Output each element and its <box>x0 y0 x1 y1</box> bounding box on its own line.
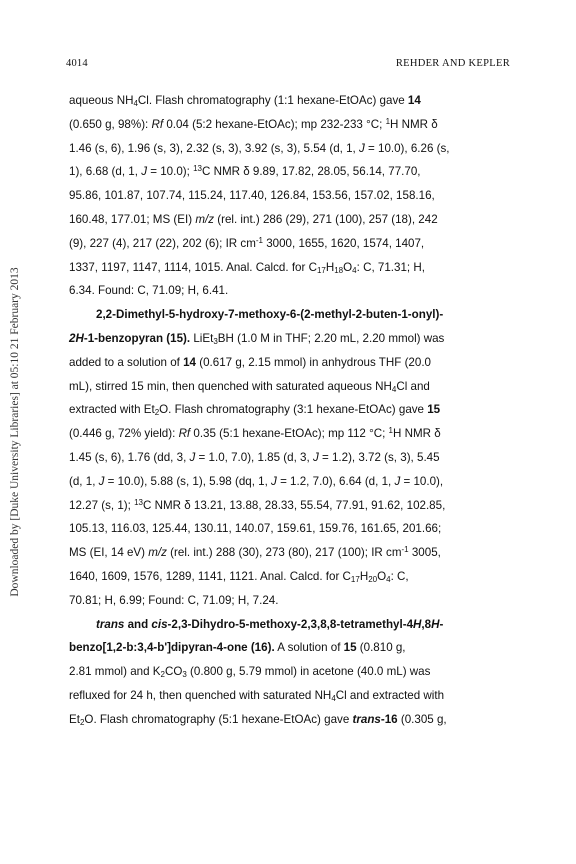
text-run: H NMR δ <box>393 427 441 441</box>
text-line <box>69 684 519 708</box>
italic-term: Rf <box>178 427 191 441</box>
text-run: LiEt <box>190 331 214 345</box>
text-run: Cl and extracted with <box>335 688 445 702</box>
italic-term: J <box>394 474 401 488</box>
text-run: 1.45 (s, 6), 1.76 (dd, 3, <box>69 450 190 464</box>
compound-heading <box>69 613 519 637</box>
subscript: 18 <box>334 265 344 275</box>
text-run: (0.800 g, 5.79 mmol) in acetone (40.0 mL) was <box>186 665 431 679</box>
running-header-authors: REHDER AND KEPLER <box>395 58 510 69</box>
text-run: (rel. int.) 286 (29), 271 (100), 257 (18), 242 <box>214 212 438 226</box>
text-run: A solution of <box>274 641 344 655</box>
text-line <box>69 375 519 399</box>
text-run: H <box>359 569 369 583</box>
download-watermark <box>0 0 30 864</box>
text-run: (0.446 g, 72% yield): <box>69 427 179 441</box>
text-run: 1640, 1609, 1576, 1289, 1141, 1121. Anal. Calcd. for C <box>69 569 351 583</box>
text-run: Et <box>69 712 80 726</box>
text-run: = 10.0), 6.26 (s, <box>364 141 450 155</box>
text-line <box>69 327 519 351</box>
text-line <box>69 89 519 113</box>
subscript: 3 <box>182 670 187 680</box>
text-run: (0.305 g, <box>397 712 447 726</box>
italic-term: Rf <box>151 117 164 131</box>
subscript: 4 <box>391 384 397 394</box>
text-line <box>69 232 519 256</box>
subscript: 20 <box>368 574 378 584</box>
text-run: 0.04 (5:2 hexane-EtOAc); mp 232-233 °C; <box>163 117 386 131</box>
text-run: = 1.0, 7.0), 1.85 (d, 3, <box>195 450 313 464</box>
text-line: 70.81; H, 6.99; Found: C, 71.09; H, 7.24. <box>69 593 279 607</box>
text-run: C NMR δ 13.21, 13.88, 28.33, 55.54, 77.91, 91.62, 102.85, <box>143 498 446 512</box>
text-line <box>69 113 519 137</box>
italic-term: trans <box>352 712 381 726</box>
subscript: 4 <box>133 99 138 108</box>
text-run: (9), 227 (4), 217 (22), 202 (6); IR cm <box>69 236 256 250</box>
text-run: H <box>325 260 335 274</box>
subscript: 17 <box>350 574 360 584</box>
compound-number: 14 <box>183 355 196 369</box>
text-run: = 10.0), <box>400 474 444 488</box>
compound-heading: 2,2-Dimethyl-5-hydroxy-7-methoxy-6-(2-methyl-2-buten-1-onyl)- <box>96 308 444 322</box>
italic-term: cis <box>151 617 168 631</box>
text-run: extracted with Et <box>69 403 155 417</box>
text-run: aqueous NH <box>69 94 134 107</box>
text-run: O. Flash chromatography (5:1 hexane-EtOAc) gave <box>84 712 353 726</box>
text-run: 160.48, 177.01; MS (EI) <box>69 212 196 226</box>
text-run: (0.650 g, 98%): <box>69 117 152 131</box>
compound-heading: benzo[1,2-b:3,4-b']dipyran-4-one (16). <box>69 641 275 655</box>
superscript: 1 <box>388 426 393 436</box>
text-line <box>69 470 519 494</box>
superscript: 13 <box>134 497 143 507</box>
text-run: 12.27 (s, 1); <box>69 498 135 512</box>
text-run: - <box>439 617 444 631</box>
text-line <box>69 398 519 422</box>
subscript: 3 <box>213 336 218 346</box>
text-run: added to a solution of <box>69 355 184 369</box>
text-line <box>69 256 519 280</box>
subscript: 4 <box>331 693 336 703</box>
text-run: 1), 6.68 (d, 1, <box>69 165 142 179</box>
text-run: 3005, <box>408 546 441 560</box>
article-body <box>69 89 519 732</box>
compound-number: 15 <box>343 641 357 655</box>
text-run: mL), stirred 15 min, then quenched with saturated aqueous NH <box>69 379 392 393</box>
text-run: O <box>343 260 353 274</box>
text-run: = 10.0), 5.88 (s, 1), 5.98 (dq, 1, <box>104 474 272 488</box>
italic-term: trans <box>96 617 125 631</box>
italic-term: J <box>312 450 319 464</box>
italic-term: J <box>98 474 105 488</box>
text-run: : C, <box>390 569 409 583</box>
italic-term: J <box>189 450 196 464</box>
text-line <box>69 565 519 589</box>
text-line <box>69 351 519 375</box>
text-run: O <box>377 569 387 583</box>
text-line <box>69 636 519 660</box>
superscript: 13 <box>193 164 202 174</box>
italic-term: J <box>141 165 147 179</box>
text-run: H NMR δ <box>390 117 438 131</box>
compound-number: -16 <box>380 712 398 726</box>
download-watermark-text: Downloaded by [Duke University Libraries] at 05:10 21 February 2013 <box>9 267 21 597</box>
text-run: O. Flash chromatography (3:1 hexane-EtOAc) gave <box>159 403 428 417</box>
text-line <box>69 446 519 470</box>
text-run: = 10.0); <box>146 165 194 179</box>
text-run: CO <box>164 665 183 679</box>
text-run: Cl. Flash chromatography (1:1 hexane-EtOAc) gave <box>137 94 408 107</box>
text-run: 3000, 1655, 1620, 1574, 1407, <box>262 236 425 250</box>
compound-number: 15 <box>427 403 441 417</box>
text-run: C NMR δ 9.89, 17.82, 28.05, 56.14, 77.70, <box>201 165 421 179</box>
text-run: (d, 1, <box>69 474 99 488</box>
subscript: 2 <box>154 408 160 418</box>
text-run: = 1.2, 7.0), 6.64 (d, 1, <box>276 474 395 488</box>
text-line <box>69 541 519 565</box>
text-run: refluxed for 24 h, then quenched with saturated NH <box>69 688 332 702</box>
text-run: : C, 71.31; H, <box>356 260 425 274</box>
text-run: Cl and <box>396 379 430 393</box>
italic-term: H <box>413 617 422 631</box>
text-line <box>69 494 519 518</box>
text-run: 2.81 mmol) and K <box>69 665 161 679</box>
subscript: 17 <box>316 265 326 275</box>
text-run: BH (1.0 M in THF; 2.20 mL, 2.20 mmol) was <box>217 331 445 345</box>
text-run: and <box>124 617 152 631</box>
italic-term: J <box>358 141 365 155</box>
text-run: (rel. int.) 288 (30), 273 (80), 217 (100); IR cm <box>166 546 402 560</box>
text-run: = 1.2), 3.72 (s, 3), 5.45 <box>318 450 440 464</box>
text-run: 1.46 (s, 6), 1.96 (s, 3), 2.32 (s, 3), 3.92 (s, 3), 5.54 (d, 1, <box>69 141 359 155</box>
compound-number: 14 <box>407 94 421 107</box>
text-run: (0.617 g, 2.15 mmol) in anhydrous THF (20.0 <box>196 355 431 369</box>
subscript: 2 <box>79 717 85 727</box>
text-line <box>69 708 519 732</box>
subscript: 2 <box>160 670 165 680</box>
text-run: ,8 <box>421 617 432 631</box>
text-line: 6.34. Found: C, 71.09; H, 6.41. <box>69 284 229 298</box>
subscript: 4 <box>386 574 391 584</box>
subscript: 4 <box>352 265 357 275</box>
italic-term: 2H <box>69 331 84 345</box>
text-line: 105.13, 116.03, 125.44, 130.11, 140.07, 159.61, 159.76, 161.65, 201.66; <box>69 522 442 536</box>
italic-term: m/z <box>195 212 215 226</box>
italic-term: m/z <box>148 546 167 560</box>
text-run: -2,3-Dihydro-5-methoxy-2,3,8,8-tetramethyl-4 <box>167 617 414 631</box>
text-run: 0.35 (5:1 hexane-EtOAc); mp 112 °C; <box>190 427 389 441</box>
superscript: -1 <box>401 545 409 555</box>
text-line: 95.86, 101.87, 107.74, 115.24, 117.40, 126.84, 153.56, 157.02, 158.16, <box>69 189 435 203</box>
text-line <box>69 160 519 184</box>
page-number: 4014 <box>66 58 88 69</box>
italic-term: J <box>271 474 277 488</box>
text-run: 1337, 1197, 1147, 1114, 1015. Anal. Calcd. for C <box>69 260 317 274</box>
text-run: MS (EI, 14 eV) <box>69 546 149 560</box>
text-line <box>69 137 519 161</box>
text-line <box>69 208 519 232</box>
text-line <box>69 660 519 684</box>
italic-term: H <box>431 617 440 631</box>
text-line <box>69 422 519 446</box>
text-run: (0.810 g, <box>356 641 406 655</box>
compound-heading: -1-benzopyran (15). <box>83 331 191 345</box>
superscript: 1 <box>385 116 391 126</box>
superscript: -1 <box>255 235 263 245</box>
